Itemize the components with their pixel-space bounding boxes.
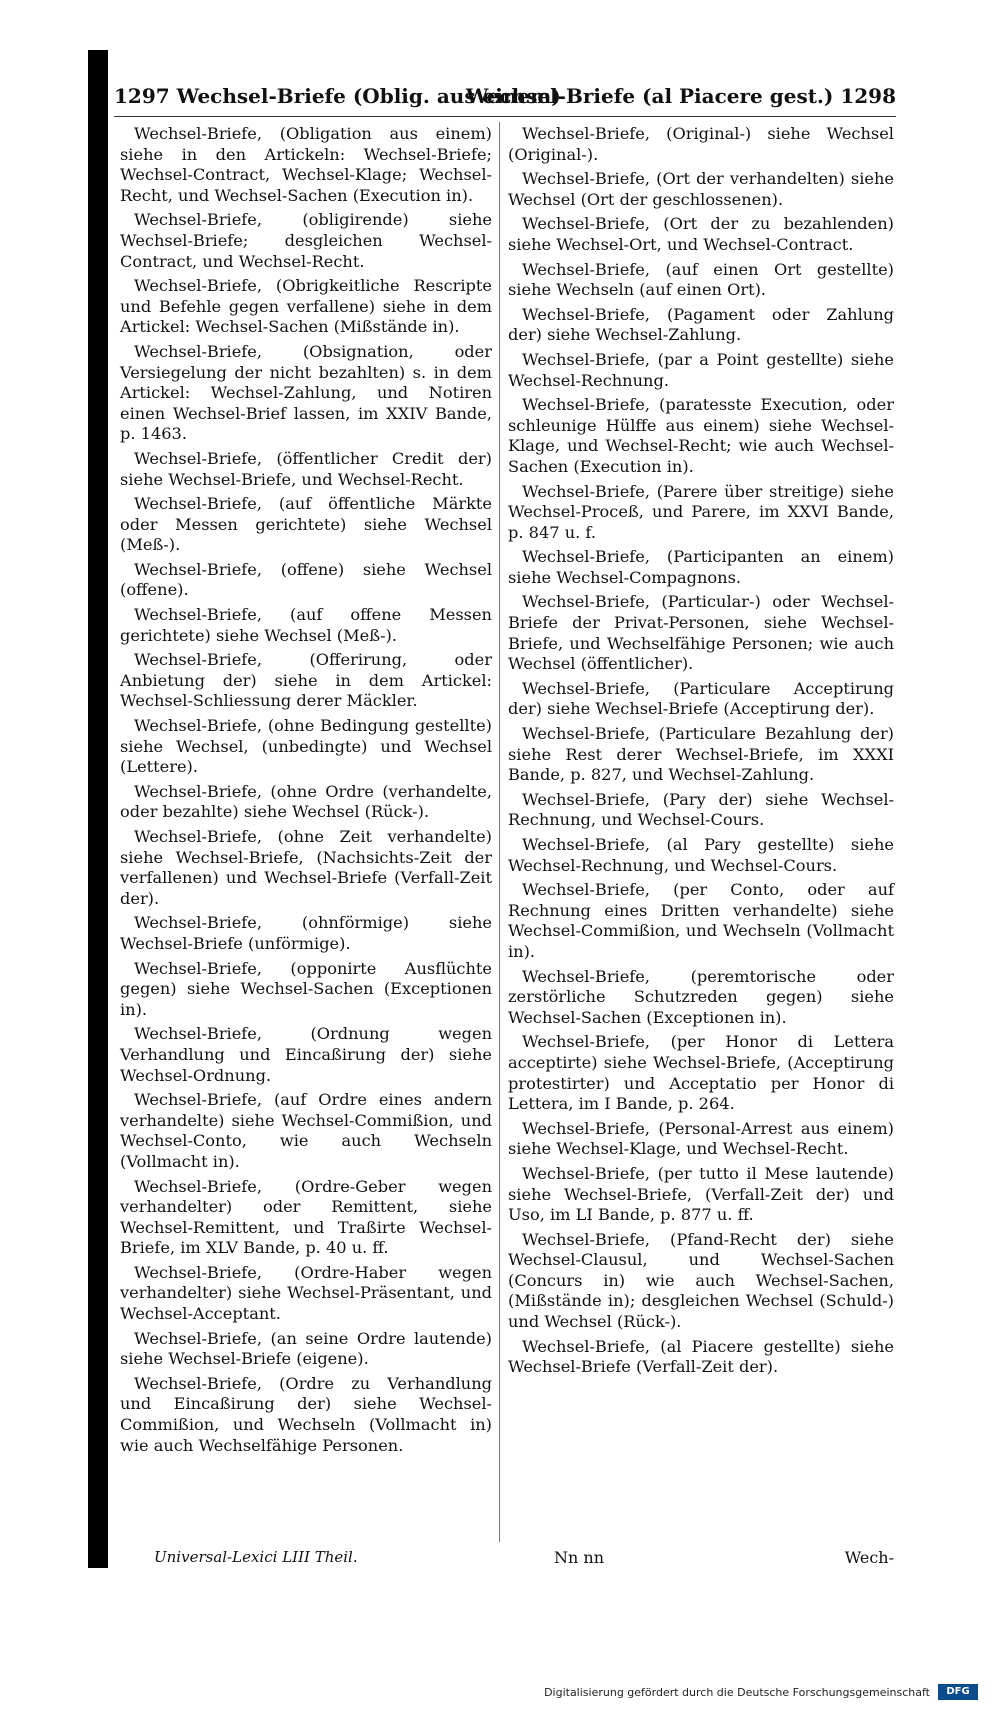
- lexicon-entry: Wechsel-Briefe, (Offerirung, oder Anbietung der) siehe in dem Artickel: Wechsel-Schliessung derer Mäckler.: [120, 650, 492, 711]
- lexicon-entry: Wechsel-Briefe, (Obrigkeitliche Rescripte und Befehle gegen verfallene) siehe in dem Artickel: Wechsel-Sachen (Mißstände in).: [120, 276, 492, 337]
- binding-spine: [88, 50, 108, 1568]
- column-divider: [499, 122, 500, 1542]
- running-head-right: Wechsel-Briefe (al Piacere gest.) 1298: [465, 84, 896, 108]
- lexicon-entry: Wechsel-Briefe, (auf öffentliche Märkte oder Messen gerichtete) siehe Wechsel (Meß-).: [120, 494, 492, 555]
- lexicon-entry: Wechsel-Briefe, (al Piacere gestellte) siehe Wechsel-Briefe (Verfall-Zeit der).: [508, 1336, 894, 1377]
- lexicon-entry: Wechsel-Briefe, (Obligation aus einem) siehe in den Artickeln: Wechsel-Briefe; Wechsel-Contract, Wechsel-Klage; Wechsel-Recht, und Wechsel-Sachen (Execution in).: [120, 124, 492, 205]
- running-head-left: 1297 Wechsel-Briefe (Oblig. aus einem): [114, 84, 561, 108]
- digitization-credit: Digitalisierung gefördert durch die Deutsche Forschungsgemeinschaft: [544, 1686, 930, 1699]
- lexicon-entry: Wechsel-Briefe, (Particulare Acceptirung der) siehe Wechsel-Briefe (Acceptirung der).: [508, 678, 894, 719]
- lexicon-entry: Wechsel-Briefe, (Parere über streitige) siehe Wechsel-Proceß, und Parere, im XXVI Bande, p. 847 u. f.: [508, 481, 894, 542]
- lexicon-entry: Wechsel-Briefe, (opponirte Ausflüchte gegen) siehe Wechsel-Sachen (Exceptionen in).: [120, 958, 492, 1019]
- lexicon-entry: Wechsel-Briefe, (ohne Zeit verhandelte) siehe Wechsel-Briefe, (Nachsichts-Zeit der verfallenen) und Wechsel-Briefe (Verfall-Zeit der).: [120, 827, 492, 908]
- lexicon-entry: Wechsel-Briefe, (offene) siehe Wechsel (offene).: [120, 559, 492, 600]
- lexicon-entry: Wechsel-Briefe, (Participanten an einem) siehe Wechsel-Compagnons.: [508, 547, 894, 587]
- lexicon-entry: Wechsel-Briefe, (Personal-Arrest aus einem) siehe Wechsel-Klage, und Wechsel-Recht.: [508, 1118, 894, 1159]
- lexicon-entry: Wechsel-Briefe, (obligirende) siehe Wechsel-Briefe; desgleichen Wechsel-Contract, und Wechsel-Recht.: [120, 210, 492, 271]
- lexicon-entry: Wechsel-Briefe, (öffentlicher Credit der) siehe Wechsel-Briefe, und Wechsel-Recht.: [120, 448, 492, 489]
- lexicon-entry: Wechsel-Briefe, (Ordre-Haber wegen verhandelter) siehe Wechsel-Präsentant, und Wechsel-Acceptant.: [120, 1262, 492, 1324]
- scanned-page: [114, 78, 896, 1598]
- page-header: [114, 78, 896, 118]
- lexicon-entry: Wechsel-Briefe, (Pary der) siehe Wechsel-Rechnung, und Wechsel-Cours.: [508, 789, 894, 830]
- lexicon-entry: Wechsel-Briefe, (Particulare Bezahlung der) siehe Rest derer Wechsel-Briefe, im XXXI Bande, p. 827, und Wechsel-Zahlung.: [508, 724, 894, 785]
- lexicon-entry: Wechsel-Briefe, (Ordnung wegen Verhandlung und Eincaßirung der) siehe Wechsel-Ordnung.: [120, 1024, 492, 1085]
- lexicon-entry: Wechsel-Briefe, (Ordre zu Verhandlung und Eincaßirung der) siehe Wechsel-Commißion, und Wechseln (Vollmacht in) wie auch Wechselfähige Personen.: [120, 1373, 492, 1455]
- catchword: Wech-: [844, 1548, 894, 1567]
- lexicon-entry: Wechsel-Briefe, (auf Ordre eines andern verhandelte) siehe Wechsel-Commißion, und Wechsel-Conto, wie auch Wechseln (Vollmacht in).: [120, 1090, 492, 1171]
- lexicon-entry: Wechsel-Briefe, (ohnförmige) siehe Wechsel-Briefe (unförmige).: [120, 913, 492, 953]
- lexicon-entry: Wechsel-Briefe, (al Pary gestellte) siehe Wechsel-Rechnung, und Wechsel-Cours.: [508, 835, 894, 875]
- lexicon-entry: Wechsel-Briefe, (Original-) siehe Wechsel (Original-).: [508, 124, 894, 164]
- lexicon-entry: Wechsel-Briefe, (Ort der zu bezahlenden) siehe Wechsel-Ort, und Wechsel-Contract.: [508, 214, 894, 254]
- header-rule: [114, 116, 896, 117]
- lexicon-entry: Wechsel-Briefe, (Obsignation, oder Versiegelung der nicht bezahlten) s. in dem Artickel: Wechsel-Zahlung, und Notiren einen Wechsel-Brief lassen, im XXIV Bande, p. 1463.: [120, 341, 492, 444]
- lexicon-entry: Wechsel-Briefe, (Pagament oder Zahlung der) siehe Wechsel-Zahlung.: [508, 304, 894, 345]
- lexicon-entry: Wechsel-Briefe, (an seine Ordre lautende) siehe Wechsel-Briefe (eigene).: [120, 1328, 492, 1369]
- lexicon-entry: Wechsel-Briefe, (par a Point gestellte) siehe Wechsel-Rechnung.: [508, 349, 894, 390]
- lexicon-entry: Wechsel-Briefe, (Ordre-Geber wegen verhandelter) oder Remittent, siehe Wechsel-Remittent, und Traßirte Wechsel-Briefe, im XLV Bande, p. 40 u. ff.: [120, 1176, 492, 1258]
- right-column: [508, 124, 894, 1382]
- lexicon-entry: Wechsel-Briefe, (Pfand-Recht der) siehe Wechsel-Clausul, und Wechsel-Sachen (Concurs in) wie auch Wechsel-Sachen, (Mißstände in); desgleichen Wechsel (Schuld-) und Wechsel (Rück-).: [508, 1229, 894, 1332]
- lexicon-entry: Wechsel-Briefe, (paratesste Execution, oder schleunige Hülffe aus einem) siehe Wechsel-Klage, und Wechsel-Recht; wie auch Wechsel-Sachen (Execution in).: [508, 395, 894, 476]
- left-column: [120, 124, 492, 1460]
- lexicon-entry: Wechsel-Briefe, (ohne Bedingung gestellte) siehe Wechsel, (unbedingte) und Wechsel (Lettere).: [120, 716, 492, 777]
- lexicon-entry: Wechsel-Briefe, (Ort der verhandelten) siehe Wechsel (Ort der geschlossenen).: [508, 169, 894, 209]
- lexicon-entry: Wechsel-Briefe, (per Conto, oder auf Rechnung eines Dritten verhandelte) siehe Wechsel-Commißion, und Wechseln (Vollmacht in).: [508, 880, 894, 961]
- lexicon-entry: Wechsel-Briefe, (peremtorische oder zerstörliche Schutzreden gegen) siehe Wechsel-Sachen (Exceptionen in).: [508, 966, 894, 1027]
- lexicon-entry: Wechsel-Briefe, (ohne Ordre (verhandelte, oder bezahlte) siehe Wechsel (Rück-).: [120, 781, 492, 822]
- signature-line: Universal-Lexici LIII Theil.: [154, 1548, 358, 1566]
- lexicon-entry: Wechsel-Briefe, (per tutto il Mese lautende) siehe Wechsel-Briefe, (Verfall-Zeit der) und Uso, im LI Bande, p. 877 u. ff.: [508, 1163, 894, 1225]
- lexicon-entry: Wechsel-Briefe, (auf einen Ort gestellte) siehe Wechseln (auf einen Ort).: [508, 259, 894, 300]
- lexicon-entry: Wechsel-Briefe, (auf offene Messen gerichtete) siehe Wechsel (Meß-).: [120, 605, 492, 645]
- lexicon-entry: Wechsel-Briefe, (Particular-) oder Wechsel-Briefe der Privat-Personen, siehe Wechsel-Briefe, und Wechselfähige Personen; wie auch Wechsel (öffentlicher).: [508, 592, 894, 674]
- sheet-mark: Nn nn: [554, 1548, 604, 1567]
- dfg-logo: DFG: [938, 1684, 978, 1700]
- lexicon-entry: Wechsel-Briefe, (per Honor di Lettera acceptirte) siehe Wechsel-Briefe, (Acceptirung protestirter) und Acceptatio per Honor di Lettera, im I Bande, p. 264.: [508, 1032, 894, 1114]
